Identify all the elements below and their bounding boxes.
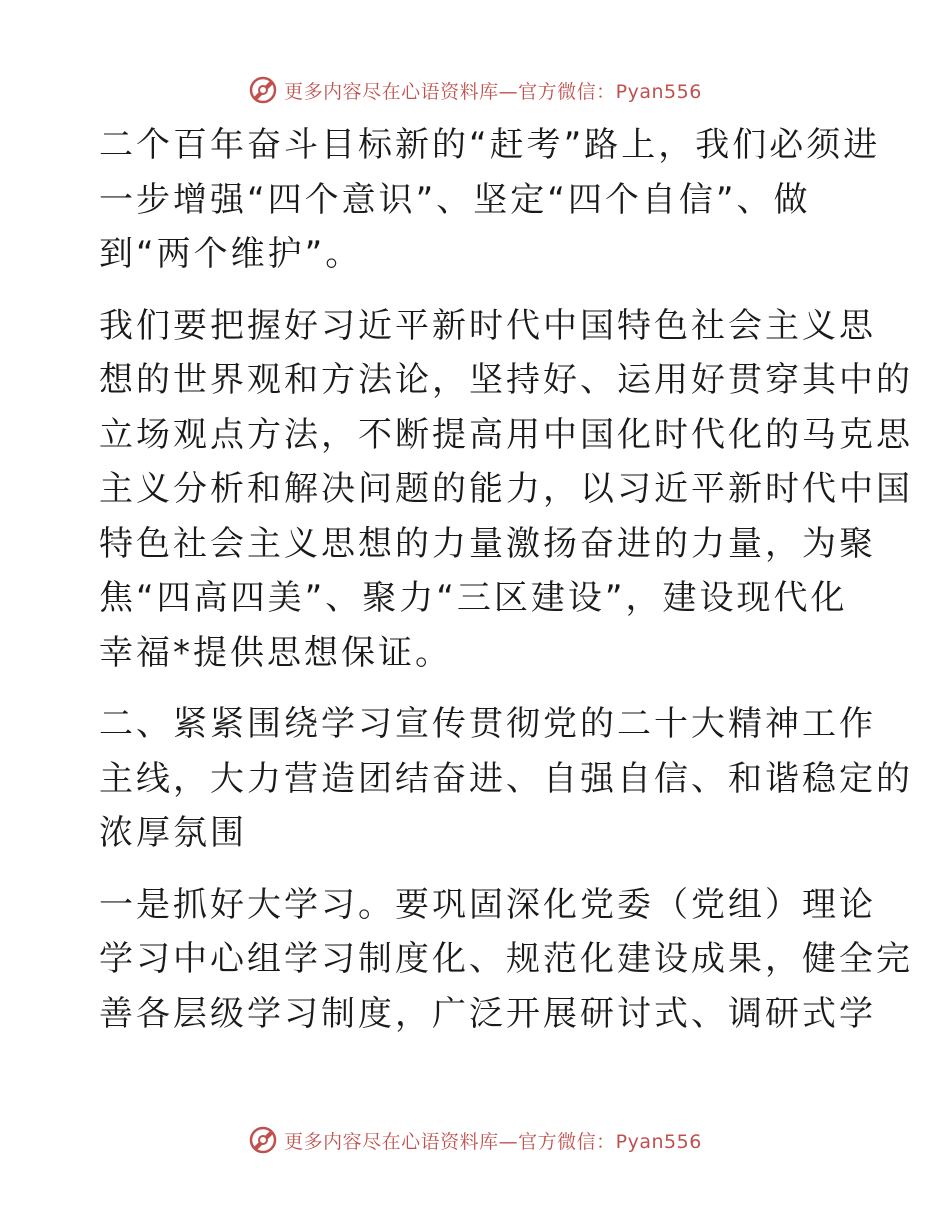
text-line: 一是抓好大学习。要巩固深化党委（党组）理论: [99, 884, 876, 925]
paragraph-2: [99, 299, 913, 681]
text-line: 焦“四高四美”、聚力“三区建设”，建设现代化: [99, 578, 848, 618]
text-line: 主义分析和解决问题的能力，以习近平新时代中国: [99, 469, 913, 509]
text-line: 想的世界观和方法论，坚持好、运用好贯穿其中的: [99, 360, 913, 400]
text-line: 学习中心组学习制度化、规范化建设成果，健全完: [99, 939, 913, 979]
paragraph-3-heading: [99, 697, 913, 861]
text-line: 幸福*提供思想保证。: [99, 632, 452, 673]
text-line: 浓厚氛围: [99, 813, 247, 853]
brand-logo-icon: [248, 75, 278, 105]
paragraph-4: [99, 878, 913, 1042]
document-body: [99, 118, 913, 1041]
brand-logo-icon: [248, 1125, 278, 1155]
text-line: 到“两个维护”。: [99, 234, 363, 274]
text-line: 立场观点方法，不断提高用中国化时代化的马克思: [99, 414, 913, 455]
text-line: 主线，大力营造团结奋进、自强自信、和谐稳定的: [99, 758, 913, 799]
header-banner-text: 更多内容尽在心语资料库—官方微信：Pyan556: [284, 80, 702, 103]
text-line: 特色社会主义思想的力量激扬奋进的力量，为聚: [99, 523, 876, 564]
header-banner: [0, 68, 950, 112]
paragraph-1: [99, 118, 881, 282]
text-line: 一步增强“四个意识”、坚定“四个自信”、做: [99, 179, 811, 220]
footer-banner: [0, 1118, 950, 1162]
text-line: 二个百年奋斗目标新的“赶考”路上，我们必须进: [99, 125, 881, 165]
text-line: 二、紧紧围绕学习宣传贯彻党的二十大精神工作: [99, 704, 876, 744]
text-line: 我们要把握好习近平新时代中国特色社会主义思: [99, 305, 876, 346]
footer-banner-text: 更多内容尽在心语资料库—官方微信：Pyan556: [284, 1130, 702, 1153]
text-line: 善各层级学习制度，广泛开展研讨式、调研式学: [99, 993, 876, 1034]
